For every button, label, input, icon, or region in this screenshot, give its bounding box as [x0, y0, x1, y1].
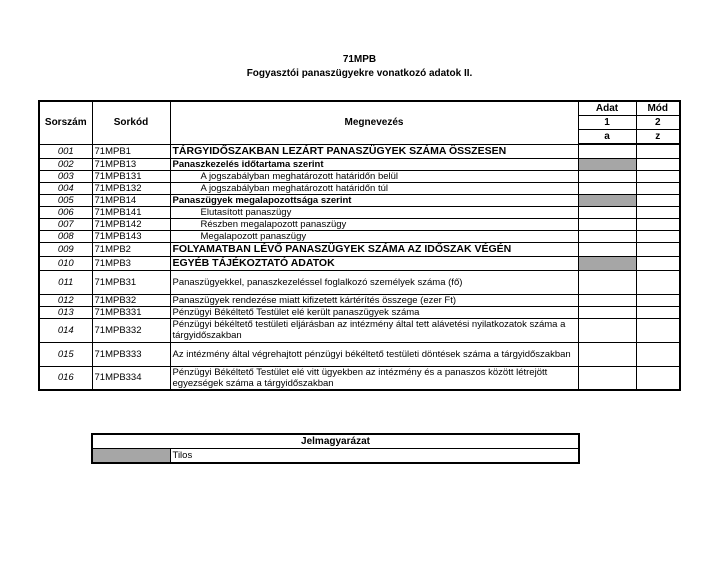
table-row [39, 242, 680, 256]
mod-input-cell[interactable] [636, 256, 680, 270]
row-sorszam: 012 [39, 294, 92, 306]
row-megnevezes: FOLYAMATBAN LÉVŐ PANASZÜGYEK SZÁMA AZ IDŐSZAK VÉGÉN [170, 242, 578, 256]
mod-input-cell[interactable] [636, 170, 680, 182]
col-header-mod-num: 2 [636, 115, 680, 129]
row-megnevezes: Megalapozott panaszügy [170, 230, 578, 242]
row-sorkod: 71MPB14 [92, 194, 170, 206]
mod-input-cell[interactable] [636, 182, 680, 194]
row-megnevezes: Részben megalapozott panaszügy [170, 218, 578, 230]
mod-input-cell[interactable] [636, 366, 680, 390]
adat-input-cell[interactable] [578, 318, 636, 342]
row-megnevezes: Pénzügyi Békéltető Testület elé vitt ügyekben az intézmény és a panaszos között létrejött egyezségek száma a tárgyidőszakban [170, 366, 578, 390]
adat-cell-forbidden [578, 158, 636, 170]
legend-title: Jelmagyarázat [92, 434, 579, 449]
form-title: Fogyasztói panaszügyekre vonatkozó adatok II. [246, 68, 473, 79]
row-megnevezes: Panaszügyekkel, panaszkezeléssel foglalkozó személyek száma (fő) [170, 270, 578, 294]
row-megnevezes: Panaszügyek rendezése miatt kifizetett kártérítés összege (ezer Ft) [170, 294, 578, 306]
adat-input-cell[interactable] [578, 144, 636, 158]
row-sorkod: 71MPB32 [92, 294, 170, 306]
table-row [39, 158, 680, 170]
row-sorszam: 009 [39, 242, 92, 256]
row-megnevezes: TÁRGYIDŐSZAKBAN LEZÁRT PANASZÜGYEK SZÁMA ÖSSZESEN [170, 144, 578, 158]
table-row [39, 194, 680, 206]
mod-input-cell[interactable] [636, 230, 680, 242]
adat-input-cell[interactable] [578, 294, 636, 306]
table-row [39, 270, 680, 294]
table-row [39, 170, 680, 182]
row-sorkod: 71MPB143 [92, 230, 170, 242]
row-sorkod: 71MPB331 [92, 306, 170, 318]
adat-input-cell[interactable] [578, 230, 636, 242]
mod-input-cell[interactable] [636, 144, 680, 158]
mod-input-cell[interactable] [636, 342, 680, 366]
mod-input-cell[interactable] [636, 206, 680, 218]
row-sorkod: 71MPB31 [92, 270, 170, 294]
adat-input-cell[interactable] [578, 182, 636, 194]
row-megnevezes: Az intézmény által végrehajtott pénzügyi békéltető testületi döntések száma a tárgyidőszakban [170, 342, 578, 366]
mod-input-cell[interactable] [636, 294, 680, 306]
adat-cell-forbidden [578, 256, 636, 270]
table-row [39, 218, 680, 230]
row-sorszam: 008 [39, 230, 92, 242]
adat-input-cell[interactable] [578, 270, 636, 294]
row-megnevezes: EGYÉB TÁJÉKOZTATÓ ADATOK [170, 256, 578, 270]
row-sorkod: 71MPB332 [92, 318, 170, 342]
col-header-mod-letter: z [636, 129, 680, 144]
table-row [39, 366, 680, 390]
col-header-adat-letter: a [578, 129, 636, 144]
col-header-adat-num: 1 [578, 115, 636, 129]
table-row [39, 182, 680, 194]
table-row [39, 256, 680, 270]
mod-input-cell[interactable] [636, 270, 680, 294]
row-sorkod: 71MPB142 [92, 218, 170, 230]
row-sorkod: 71MPB132 [92, 182, 170, 194]
table-row [39, 230, 680, 242]
row-sorkod: 71MPB2 [92, 242, 170, 256]
row-sorszam: 006 [39, 206, 92, 218]
col-header-sorszam: Sorszám [39, 101, 92, 144]
row-megnevezes: Panaszügyek megalapozottsága szerint [170, 194, 578, 206]
row-megnevezes: A jogszabályban meghatározott határidőn túl [170, 182, 578, 194]
col-header-mod: Mód [636, 101, 680, 115]
row-megnevezes: Pénzügyi Békéltető Testület elé került panaszügyek száma [170, 306, 578, 318]
table-row [39, 294, 680, 306]
row-sorszam: 016 [39, 366, 92, 390]
form-code: 71MPB [342, 54, 377, 65]
row-sorszam: 015 [39, 342, 92, 366]
row-sorszam: 011 [39, 270, 92, 294]
row-sorkod: 71MPB13 [92, 158, 170, 170]
table-row [39, 206, 680, 218]
legend-swatch [92, 449, 170, 464]
col-header-sorkod: Sorkód [92, 101, 170, 144]
adat-input-cell[interactable] [578, 218, 636, 230]
row-megnevezes: A jogszabályban meghatározott határidőn belül [170, 170, 578, 182]
col-header-adat: Adat [578, 101, 636, 115]
row-sorszam: 003 [39, 170, 92, 182]
adat-input-cell[interactable] [578, 306, 636, 318]
row-megnevezes: Pénzügyi békéltető testületi eljárásban az intézmény által tett alávetési nyilatkozatok száma a tárgyidőszakban [170, 318, 578, 342]
legend-table [91, 433, 580, 464]
row-sorkod: 71MPB333 [92, 342, 170, 366]
adat-input-cell[interactable] [578, 342, 636, 366]
row-sorkod: 71MPB3 [92, 256, 170, 270]
row-sorkod: 71MPB334 [92, 366, 170, 390]
table-row [39, 306, 680, 318]
row-sorszam: 013 [39, 306, 92, 318]
table-row [39, 342, 680, 366]
row-sorszam: 004 [39, 182, 92, 194]
row-sorkod: 71MPB131 [92, 170, 170, 182]
row-sorszam: 014 [39, 318, 92, 342]
mod-input-cell[interactable] [636, 158, 680, 170]
table-row [39, 318, 680, 342]
mod-input-cell[interactable] [636, 194, 680, 206]
mod-input-cell[interactable] [636, 306, 680, 318]
adat-cell-forbidden [578, 194, 636, 206]
legend-item-label: Tilos [170, 449, 579, 464]
row-sorkod: 71MPB1 [92, 144, 170, 158]
adat-input-cell[interactable] [578, 366, 636, 390]
adat-input-cell[interactable] [578, 242, 636, 256]
col-header-megnevezes: Megnevezés [170, 101, 578, 144]
mod-input-cell[interactable] [636, 218, 680, 230]
table-row [39, 144, 680, 158]
row-sorszam: 010 [39, 256, 92, 270]
row-megnevezes: Elutasított panaszügy [170, 206, 578, 218]
adat-input-cell[interactable] [578, 170, 636, 182]
row-sorszam: 005 [39, 194, 92, 206]
row-sorszam: 001 [39, 144, 92, 158]
mod-input-cell[interactable] [636, 242, 680, 256]
mod-input-cell[interactable] [636, 318, 680, 342]
row-sorszam: 002 [39, 158, 92, 170]
row-sorkod: 71MPB141 [92, 206, 170, 218]
adat-input-cell[interactable] [578, 206, 636, 218]
row-sorszam: 007 [39, 218, 92, 230]
row-megnevezes: Panaszkezelés időtartama szerint [170, 158, 578, 170]
data-table [38, 100, 681, 391]
